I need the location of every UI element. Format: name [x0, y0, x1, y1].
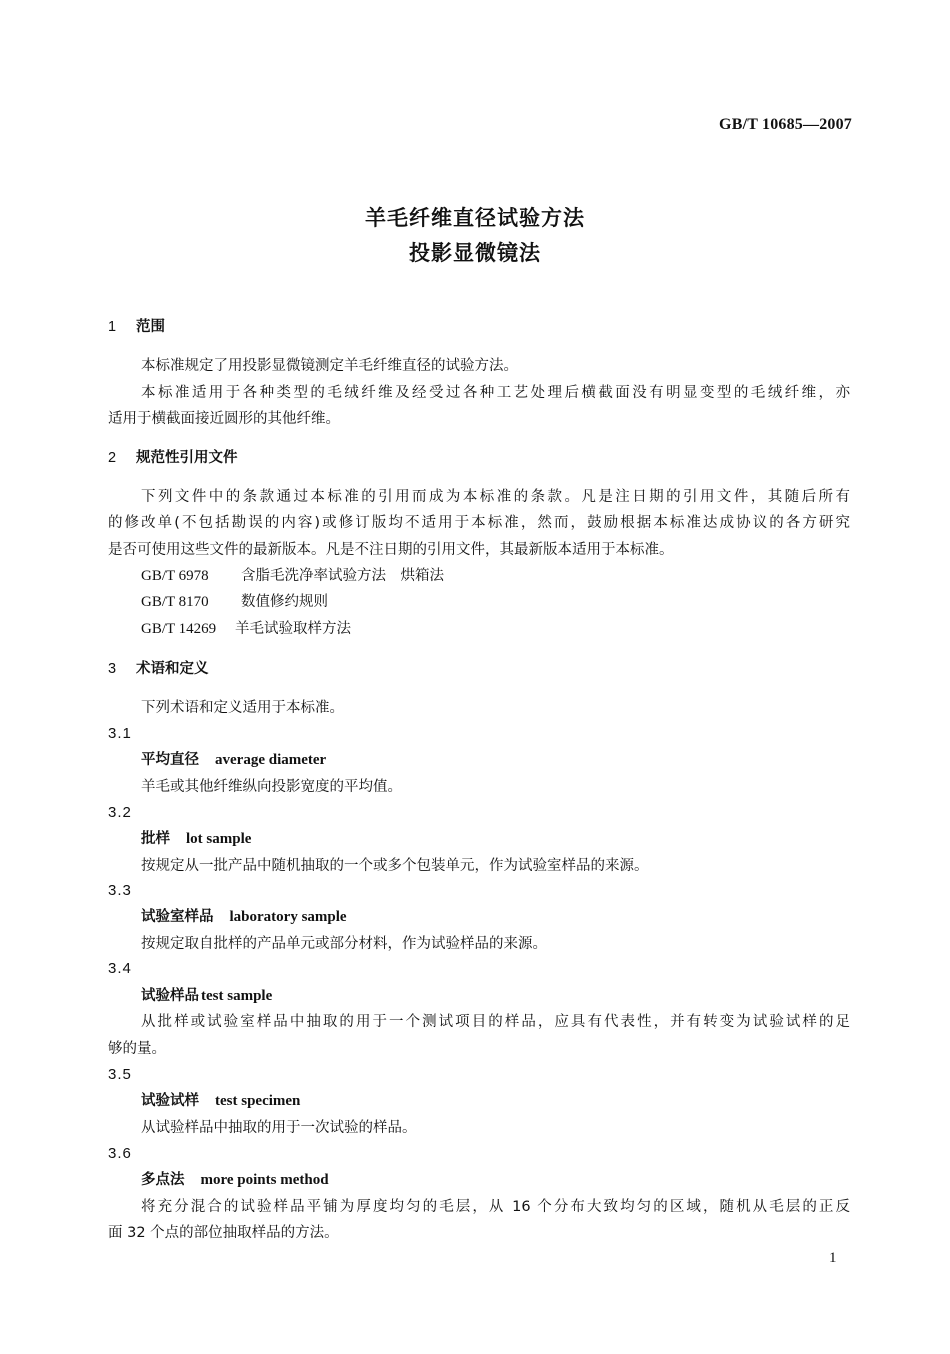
section-number: 1	[108, 319, 117, 335]
page-number: 1	[829, 1250, 837, 1266]
term-zh: 试验室样品	[141, 909, 214, 925]
term-en: average diameter	[215, 752, 327, 768]
term-en: test sample	[201, 988, 273, 1004]
clause-number: 3.3	[108, 882, 132, 899]
standard-number: GB/T 10685—2007	[719, 116, 852, 133]
paragraph: 下列文件中的条款通过本标准的引用而成为本标准的条款。凡是注日期的引用文件，其随后所有	[141, 489, 850, 505]
section-title: 规范性引用文件	[136, 450, 238, 466]
term-zh: 试验试样	[141, 1093, 199, 1109]
term-title	[141, 1091, 300, 1111]
term-zh: 平均直径	[141, 752, 199, 768]
reference-item	[141, 619, 351, 639]
term-title	[141, 829, 251, 849]
term-zh: 试验样品	[141, 988, 199, 1004]
term-definition: 羊毛或其他纤维纵向投影宽度的平均值。	[141, 779, 402, 795]
section-3-heading	[108, 659, 209, 679]
term-definition: 面 32 个点的部位抽取样品的方法。	[108, 1225, 339, 1241]
clause-number: 3.2	[108, 804, 132, 821]
reference-item	[141, 592, 328, 612]
term-definition: 将充分混合的试验样品平铺为厚度均匀的毛层，从 16 个分布大致均匀的区域，随机从毛层的正反	[141, 1199, 850, 1215]
term-definition: 按规定从一批产品中随机抽取的一个或多个包装单元，作为试验室样品的来源。	[141, 858, 649, 874]
document-title-line2: 投影显微镜法	[409, 241, 541, 265]
section-number: 2	[108, 450, 117, 466]
reference-title: 数值修约规则	[241, 594, 328, 610]
section-title: 术语和定义	[136, 661, 209, 677]
term-title	[141, 1170, 329, 1190]
term-en: laboratory sample	[229, 909, 347, 925]
paragraph: 本标准适用于各种类型的毛绒纤维及经受过各种工艺处理后横截面没有明显变型的毛绒纤维，亦	[141, 385, 850, 401]
clause-number: 3.4	[108, 960, 132, 977]
reference-title: 含脂毛洗净率试验方法 烘箱法	[241, 568, 444, 584]
term-title	[141, 750, 326, 770]
paragraph: 适用于横截面接近圆形的其他纤维。	[108, 411, 340, 427]
paragraph: 本标准规定了用投影显微镜测定羊毛纤维直径的试验方法。	[141, 358, 518, 374]
paragraph: 的修改单(不包括勘误的内容)或修订版均不适用于本标准，然而，鼓励根据本标准达成协议的各方研究	[108, 515, 850, 531]
term-en: lot sample	[186, 831, 252, 847]
paragraph: 下列术语和定义适用于本标准。	[141, 700, 344, 716]
reference-code: GB/T 8170	[141, 594, 209, 610]
reference-code: GB/T 14269	[141, 621, 217, 637]
term-en: test specimen	[215, 1093, 301, 1109]
term-title	[141, 907, 347, 927]
term-definition: 够的量。	[108, 1041, 166, 1057]
clause-number: 3.6	[108, 1145, 132, 1162]
section-2-heading	[108, 448, 238, 468]
paragraph: 是否可使用这些文件的最新版本。凡是不注日期的引用文件，其最新版本适用于本标准。	[108, 542, 674, 558]
term-definition: 从批样或试验室样品中抽取的用于一个测试项目的样品，应具有代表性，并有转变为试验试样的足	[141, 1014, 850, 1030]
reference-title: 羊毛试验取样方法	[235, 621, 351, 637]
document-title-line1: 羊毛纤维直径试验方法	[365, 206, 585, 230]
section-number: 3	[108, 661, 117, 677]
term-zh: 多点法	[141, 1172, 185, 1188]
section-title: 范围	[136, 319, 165, 335]
term-title	[141, 986, 272, 1006]
section-1-heading	[108, 317, 165, 337]
clause-number: 3.1	[108, 725, 132, 742]
clause-number: 3.5	[108, 1066, 132, 1083]
reference-code: GB/T 6978	[141, 568, 209, 584]
term-en: more points method	[200, 1172, 329, 1188]
term-definition: 从试验样品中抽取的用于一次试验的样品。	[141, 1120, 417, 1136]
reference-item	[141, 566, 444, 586]
term-definition: 按规定取自批样的产品单元或部分材料，作为试验样品的来源。	[141, 936, 547, 952]
term-zh: 批样	[141, 831, 170, 847]
